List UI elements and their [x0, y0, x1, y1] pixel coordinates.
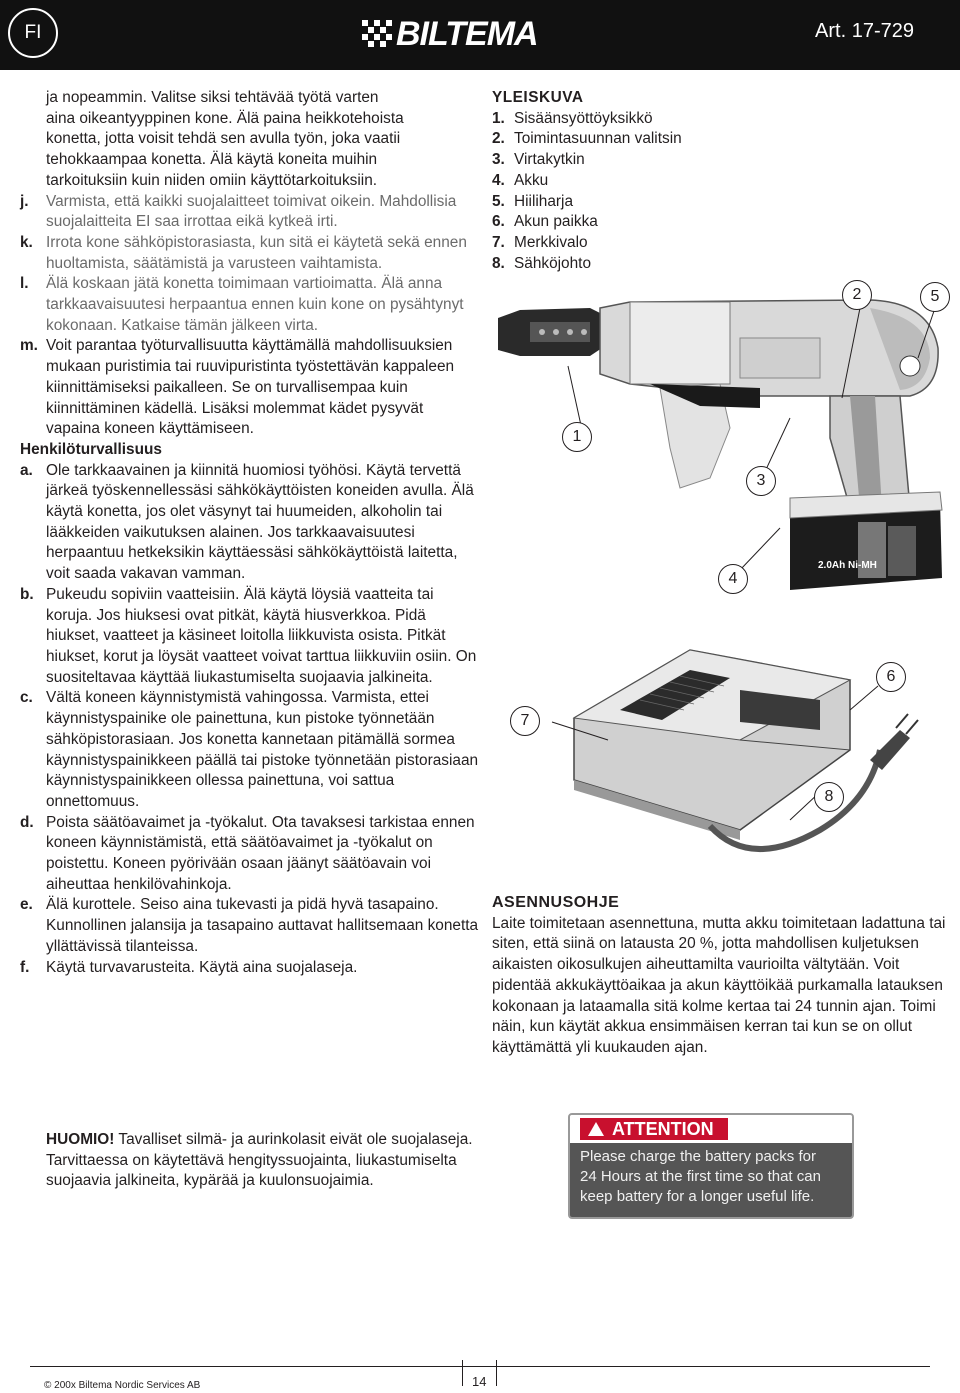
item-number: 4. — [492, 171, 505, 189]
item-label: Akun paikka — [514, 213, 598, 231]
notice-text: Tavalliset silmä- ja aurinkolasit eivät ole suojalaseja. Tarvittaessa on käytettävä hengityssuojainta, liukastumiselta suojaavia jalkineita, kypärää ja kuulonsuojaimia. — [46, 1131, 473, 1190]
text-line: konetta, jotta voisit tehdä sen avulla työn, joka vaatii — [46, 130, 401, 148]
brand-logo — [362, 14, 538, 53]
attention-line: Please charge the battery packs for — [580, 1148, 816, 1165]
item-letter: m. — [20, 337, 38, 355]
item-text: Pukeudu sopiviin vaatteisiin. Älä käytä löysiä vaatteita tai koruja. Jos hiuksesi ovat pitkät, käytä hiusverkkoa. Pidä hiukset, vaatteet ja käsineet loitolla liikkuvista osista. Pitkät hiukset, korut ja löysät vaatteet voivat tarttua liikkuviin osiin. On suositeltavaa käyttää liukastumiselta suojaavia jalkineita. — [46, 585, 477, 686]
item-number: 1. — [492, 109, 505, 127]
list-item — [492, 192, 932, 213]
callout-4: 4 — [718, 564, 748, 594]
list-item — [492, 254, 932, 275]
item-letter: f. — [20, 958, 30, 976]
page-number: 14 — [472, 1374, 487, 1389]
item-text: Voit parantaa työturvallisuutta käyttämällä mahdollisuuksien mukaan puristimia tai ruuvipuristinta työstettävän kappaleen kiinnittämiseksi paikalleen. Se on turvallisempaa kuin kiinnittäminen kädellä. Lisäksi molemmat kädet pysyvät vapaina koneen käyttämiseen. — [46, 337, 455, 438]
list-item — [20, 336, 480, 440]
item-letter: e. — [20, 896, 33, 914]
item-label: Sisäänsyöttöyksikkö — [514, 109, 653, 127]
list-item — [20, 958, 480, 979]
list-item — [20, 688, 480, 812]
item-number: 8. — [492, 254, 505, 272]
callout-7: 7 — [510, 706, 540, 736]
continued-text — [20, 88, 480, 192]
list-item — [20, 233, 480, 274]
attention-label — [568, 1113, 854, 1219]
item-letter: j. — [20, 192, 29, 210]
text-line: tehokkaampaa konetta. Älä käytä koneita muihin — [46, 151, 378, 169]
section-heading: Henkilöturvallisuus — [20, 440, 162, 458]
list-item — [20, 274, 480, 336]
attention-line: keep battery for a longer useful life. — [580, 1188, 815, 1205]
callout-5: 5 — [920, 282, 950, 312]
page-footer — [0, 1360, 960, 1393]
item-label: Toimintasuunnan valitsin — [514, 130, 682, 148]
attention-title: ATTENTION — [612, 1119, 714, 1139]
item-number: 2. — [492, 130, 505, 148]
item-text: Vältä koneen käynnistymistä vahingossa. Varmista, ettei käynnistyspainike ole painettuna, kun pistoke työnnetään sähköpistorasiaan. Jos konetta kannetaan pitämällä sormea käynnistyspainikkeen päällä tai pistoke työnnetään pistorasiaan käynnistyspainikkeen ollessa painettuna, voi sattua onnettomuus. — [46, 689, 479, 810]
divider — [30, 1366, 930, 1367]
item-letter: a. — [20, 461, 33, 479]
item-number: 6. — [492, 213, 505, 231]
item-letter: b. — [20, 585, 34, 603]
screwdriver-drawing — [490, 278, 950, 608]
list-item — [492, 150, 932, 171]
divider — [496, 1360, 497, 1386]
assembly-instructions — [492, 893, 952, 1059]
item-letter: c. — [20, 689, 33, 707]
item-letter: k. — [20, 233, 33, 251]
overview-title: YLEISKUVA — [492, 89, 584, 106]
page-header — [0, 0, 960, 70]
item-text: Ole tarkkaavainen ja kiinnitä huomiosi työhösi. Käytä tervettä järkeä työskennellessäsi sähkökäyttöisten koneiden avulla. Älä käytä konetta, jos olet väsynyt tai huumeiden, alkoholin tai lääkkeiden vaikutuksen alainen. Jos tarkkaavaisuutesi herpaantuu hetkeksikin käyttäessäsi sähkökäyttöistä laitetta, voit saada vakavan vamman. — [46, 461, 474, 583]
language-badge: FI — [8, 8, 58, 58]
item-letter: d. — [20, 813, 34, 831]
list-item — [492, 212, 932, 233]
item-label: Hiiliharja — [514, 192, 574, 210]
item-text: Poista säätöavaimet ja -työkalut. Ota tavaksesi tarkistaa ennen koneen käynnistämistä, että säätöavaimet ja -työkalut on poistettu. Koneen pyörivään osaan jäänyt säätöavain voi aiheuttaa henkilövahinkoja. — [46, 813, 475, 893]
item-label: Akku — [514, 171, 549, 189]
callout-2: 2 — [842, 280, 872, 310]
list-item — [20, 895, 480, 957]
item-label: Sähköjohto — [514, 254, 592, 272]
item-label: Merkkivalo — [514, 233, 588, 251]
callout-8: 8 — [814, 782, 844, 812]
item-text: Varmista, että kaikki suojalaitteet toimivat oikein. Mahdollisia suojalaitteita EI saa irrottaa eikä kytkeä irti. — [46, 192, 457, 231]
attention-line: 24 Hours at the first time so that can — [580, 1168, 821, 1185]
item-label: Virtakytkin — [514, 151, 585, 169]
callout-1: 1 — [562, 422, 592, 452]
charger-illustration — [490, 630, 950, 880]
item-letter: l. — [20, 275, 29, 293]
item-number: 3. — [492, 151, 505, 169]
assembly-text: Laite toimitetaan asennettuna, mutta akku toimitetaan ladattuna tai siten, että siinä on latausta 20 %, jotta mahdollisen kuljetuksen aikaisten oikosulkujen aiheuttamilta vaurioilta vältytään. Voit pidentää akkukäyttöaikaa ja akun käyttöikää purkamalla latauksen kokonaan ja lataamalla sitä kolme kertaa tai 24 tunnin ajan. Toimi näin, kun käytät akkua ensimmäisen kerran tai kun se on ollut käyttämättä yli kuukauden ajan. — [492, 914, 946, 1056]
item-number: 7. — [492, 233, 505, 251]
list-item — [492, 129, 932, 150]
item-text: Älä kurottele. Seiso aina tukevasti ja pidä hyvä tasapaino. Kunnollinen jalansija ja tasapaino auttavat hallitsemaan konetta yllättävissä tilanteissa. — [46, 896, 479, 955]
item-number: 5. — [492, 192, 505, 210]
checkered-flag-icon — [362, 20, 392, 48]
list-item — [20, 192, 480, 233]
article-number: Art. 17-729 — [815, 20, 914, 42]
assembly-title: ASENNUSOHJE — [492, 894, 620, 911]
text-line: ja nopeammin. Valitse siksi tehtävää työtä varten — [46, 89, 379, 106]
list-item — [20, 461, 480, 585]
list-item — [492, 109, 932, 130]
item-text: Käytä turvavarusteita. Käytä aina suojalaseja. — [46, 958, 358, 976]
divider — [462, 1360, 463, 1386]
copyright: © 200x Biltema Nordic Services AB — [44, 1380, 201, 1391]
list-item — [20, 585, 480, 689]
text-line: tarkoituksiin kuin niiden omiin käyttötarkoituksiin. — [46, 171, 378, 189]
attention-body — [570, 1143, 852, 1219]
item-text: Älä koskaan jätä konetta toimimaan vartioimatta. Älä anna tarkkaavaisuutesi herpaantua ennen kuin kone on pysähtynyt kokonaan. Katkaise tämän jälkeen virta. — [46, 275, 464, 334]
warning-icon — [588, 1122, 604, 1136]
safety-instructions — [20, 88, 480, 978]
callout-3: 3 — [746, 466, 776, 496]
text-line: aina oikeantyyppinen kone. Älä paina heikkotehoista — [46, 109, 404, 127]
callout-6: 6 — [876, 662, 906, 692]
screwdriver-illustration — [490, 278, 950, 608]
notice-label: HUOMIO! — [46, 1131, 115, 1148]
battery-label: 2.0Ah Ni-MH — [818, 560, 877, 571]
list-item — [492, 171, 932, 192]
brand-name: BILTEMA — [396, 14, 538, 53]
list-item — [492, 233, 932, 254]
item-text: Irrota kone sähköpistorasiasta, kun sitä ei käytetä sekä ennen huoltamista, säätämistä ja varusteen vaihtamista. — [46, 233, 467, 272]
list-item — [20, 813, 480, 896]
overview — [492, 88, 932, 274]
notice — [46, 1130, 476, 1192]
